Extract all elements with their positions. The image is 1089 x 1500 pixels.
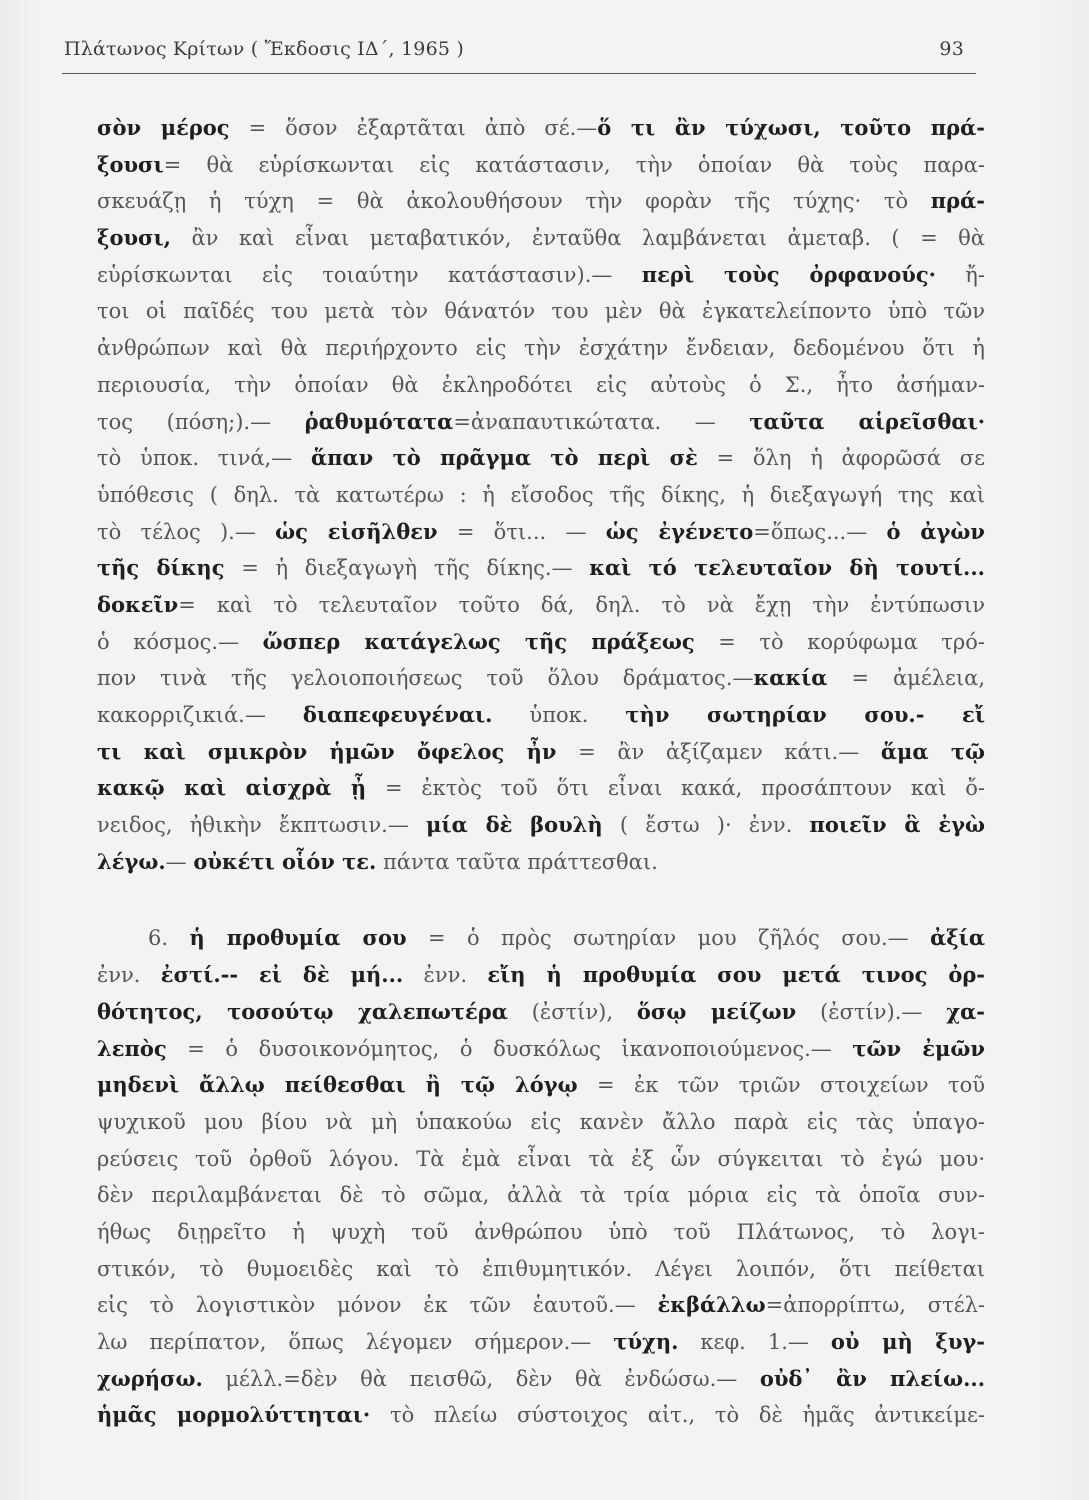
gloss-text: ἀνθρώπων καὶ θὰ περιήρχοντο εἰς τὴν ἐσχάτην ἔνδειαν, δεδομένου ὅτι ἡ xyxy=(97,336,985,361)
gloss-text: στικόν, τὸ θυμοειδὲς καὶ τὸ ἐπιθυμητικόν. Λέγει λοιπόν, ὅτι πείθεται xyxy=(97,1256,985,1281)
lemma-text: τῆς δίκης xyxy=(97,555,225,581)
text-line xyxy=(97,477,985,514)
gloss-text: κεφ. 1.— xyxy=(678,1330,831,1354)
lemma-text: χωρήσω. xyxy=(97,1365,203,1391)
text-line xyxy=(97,147,985,184)
text-line xyxy=(97,1177,985,1214)
gloss-text: νειδος, ἠθικὴν ἔκπτωσιν.— xyxy=(97,813,427,838)
text-line xyxy=(97,994,985,1031)
gloss-text: λω περίπατον, ὅπως λέγομεν σήμερον.— xyxy=(97,1330,614,1354)
gloss-text: ὁ κόσμος.— xyxy=(97,629,263,654)
gloss-text: = ἐκτὸς τοῦ ὅτι εἶναι κακά, προσάπτουν καὶ ὄ- xyxy=(366,776,985,801)
text-line xyxy=(97,257,985,294)
gloss-text: = καὶ τὸ τελευταῖον τοῦτο δά, δηλ. τὸ νὰ ἔχῃ τὴν ἐντύπωσιν xyxy=(178,592,985,617)
gloss-text: = ἡ διεξαγωγὴ τῆς δίκης.— xyxy=(224,556,590,581)
gloss-text: = θὰ εὑρίσκωνται εἰς κατάστασιν, τὴν ὁποίαν θὰ τοὺς παρα- xyxy=(163,152,985,177)
gloss-text: = ἂν ἀξίζαμεν κάτι.— xyxy=(556,739,881,764)
gloss-text: τοι οἱ παῖδές του μετὰ τὸν θάνατόν του μὲν θὰ ἐγκατελείποντο ὑπὸ τῶν xyxy=(97,299,985,324)
text-line xyxy=(97,1141,985,1178)
text-line xyxy=(97,697,985,734)
gloss-text: τος (πόση;).— xyxy=(97,409,305,434)
lemma-text: ὁ ἀγὼν xyxy=(886,518,985,544)
lemma-text: εἴη ἡ προθυμία σου μετά τινος ὀρ- xyxy=(487,962,985,988)
gloss-text: ψυχικοῦ μου βίου νὰ μὴ ὑπακούω εἰς κανὲν ἄλλο παρὰ εἰς τὰς ὑπαγο- xyxy=(97,1109,985,1134)
text-line xyxy=(97,1251,985,1288)
gloss-text: ἂν καὶ εἶναι μεταβατικόν, ἐνταῦθα λαμβάνεται ἀμεταβ. ( = θὰ xyxy=(170,226,985,251)
gloss-text: ἐνν. xyxy=(403,963,488,988)
lemma-text: ὅσῳ μείζων xyxy=(636,998,797,1024)
gloss-text: ήθως διῃρεῖτο ἡ ψυχὴ τοῦ ἀνθρώπου ὑπὸ τοῦ Πλάτωνος, τὸ λογι- xyxy=(97,1219,985,1244)
gloss-text: δὲν περιλαμβάνεται δὲ τὸ σῶμα, ἀλλὰ τὰ τρία μόρια εἰς τὰ ὁποῖα συν- xyxy=(97,1183,985,1208)
lemma-text: χα- xyxy=(946,998,985,1024)
gloss-text: σκευάζῃ ἡ τύχη = θὰ ἀκολουθήσουν τὴν φορὰν τῆς τύχης· τὸ xyxy=(97,189,931,214)
lemma-text: οὐδ᾽ ἂν πλείω... xyxy=(759,1365,985,1391)
gloss-text: =ἀναπαυτικώτατα. — xyxy=(453,409,750,434)
gloss-text: ἤ- xyxy=(935,262,985,287)
text-line xyxy=(97,1067,985,1104)
text-line xyxy=(97,1397,985,1434)
text-line xyxy=(97,1287,985,1324)
header-rule xyxy=(62,73,976,74)
lemma-text: ποιεῖν ἃ ἐγὼ xyxy=(809,812,985,838)
gloss-text: ρεύσεις τοῦ ὀρθοῦ λόγου. Τὰ ἐμὰ εἶναι τὰ ἐξ ὧν σύγκειται τὸ ἐγώ μου· xyxy=(97,1146,985,1171)
lemma-text: σὸν μέρος xyxy=(97,115,230,140)
text-line xyxy=(97,550,985,587)
lemma-text: ταῦτα αἱρεῖσθαι· xyxy=(749,408,985,434)
text-line xyxy=(97,330,985,367)
gloss-text: τὸ ὑποκ. τινά,— xyxy=(97,446,311,471)
gloss-text: εἰς τὸ λογιστικὸν μόνον ἐκ τῶν ἑαυτοῦ.— xyxy=(97,1293,658,1318)
text-line xyxy=(97,770,985,807)
gloss-text: ὑπόθεσις ( δηλ. τὰ κατωτέρω : ἡ εἴσοδος τῆς δίκης, ἡ διεξαγωγή της καὶ xyxy=(97,482,985,507)
commentary-body xyxy=(97,110,985,1434)
gloss-text: 6. xyxy=(148,926,190,951)
lemma-text: ἀξία xyxy=(930,925,985,951)
lemma-text: περὶ τοὺς ὀρφανούς· xyxy=(641,261,936,287)
lemma-text: οὐ μὴ ξυγ- xyxy=(830,1329,985,1354)
lemma-text: κακῷ καὶ αἰσχρὰ ᾖ xyxy=(97,775,367,801)
gloss-text: ὑποκ. xyxy=(492,703,626,727)
gloss-text: = ὁ δυσοικονόμητος, ὁ δυσκόλως ἱκανοποιούμενος.— xyxy=(166,1036,853,1061)
lemma-text: ὅ τι ἂν τύχωσι, τοῦτο πρά- xyxy=(597,115,985,140)
gloss-text: = ἀμέλεια, xyxy=(827,666,985,691)
text-line xyxy=(97,110,985,147)
gloss-text: μέλλ.=δὲν θὰ πεισθῶ, δὲν θὰ ἐνδώσω.— xyxy=(202,1366,760,1391)
lemma-text: ὡς εἰσῆλθεν xyxy=(275,518,438,544)
running-header xyxy=(64,38,964,68)
lemma-text: ὡς ἐγένετο xyxy=(605,518,754,544)
text-line xyxy=(97,440,985,477)
lemma-text: ἅμα τῷ xyxy=(880,738,985,764)
gloss-text: ( ἔστω )· ἐνν. xyxy=(602,813,810,838)
lemma-text: τι καὶ σμικρὸν ἡμῶν ὄφελος ἦν xyxy=(97,738,557,764)
text-line xyxy=(97,404,985,441)
text-line xyxy=(97,183,985,220)
lemma-text: ἐκβάλλω xyxy=(657,1292,766,1318)
text-line xyxy=(97,624,985,661)
text-line xyxy=(97,1214,985,1251)
gloss-text: — xyxy=(165,849,194,874)
text-line xyxy=(97,587,985,624)
text-line xyxy=(97,1104,985,1141)
gloss-text: = ἐκ τῶν τριῶν στοιχείων τοῦ xyxy=(577,1073,985,1098)
paragraph xyxy=(97,110,985,880)
gloss-text: περιουσία, τὴν ὁποίαν θὰ ἐκληροδότει εἰς αὐτοὺς ὁ Σ., ἦτο ἀσήμαν- xyxy=(97,372,985,397)
gloss-text: = ὁ πρὸς σωτηρίαν μου ζῆλός σου.— xyxy=(406,926,931,951)
text-line xyxy=(97,220,985,257)
lemma-text: ἐστί.-- εἰ δὲ μή... xyxy=(160,962,404,988)
text-line xyxy=(97,920,985,957)
lemma-text: ἡ προθυμία σου xyxy=(189,925,407,951)
lemma-text: ἡμᾶς μορμολύττηται· xyxy=(97,1402,371,1428)
gloss-text: (ἐστίν).— xyxy=(796,999,947,1024)
lemma-text: οὐκέτι οἷόν τε. xyxy=(193,848,377,874)
lemma-text: κακία xyxy=(753,665,828,691)
running-title: Πλάτωνος Κρίτων ( Ἔκδοσις ΙΔ΄, 1965 ) xyxy=(64,38,464,60)
gloss-text: = ὅλη ἡ ἀφορῶσά σε xyxy=(697,446,985,471)
lemma-text: τύχη. xyxy=(613,1329,679,1354)
lemma-text: ἅπαν τὸ πρᾶγμα τὸ περὶ σὲ xyxy=(310,445,698,471)
lemma-text: θότητος, τοσούτῳ χαλεπωτέρα xyxy=(97,998,508,1024)
text-line xyxy=(97,844,985,881)
text-line xyxy=(97,367,985,404)
lemma-text: λεπὸς xyxy=(97,1035,167,1061)
gloss-text: (ἐστίν), xyxy=(507,999,637,1024)
lemma-text: τῶν ἐμῶν xyxy=(852,1035,985,1061)
gloss-text: =ἀπορρίπτω, στέλ- xyxy=(765,1293,985,1318)
text-line xyxy=(97,514,985,551)
gloss-text: κακορριζικιά.— xyxy=(97,703,303,727)
paragraph xyxy=(97,920,985,1434)
text-line xyxy=(97,293,985,330)
gloss-text: = ὅσον ἐξαρτᾶται ἀπὸ σέ.— xyxy=(229,116,598,140)
text-line xyxy=(97,807,985,844)
gloss-text: πον τινὰ τῆς γελοιοποιήσεως τοῦ ὅλου δράματος.— xyxy=(97,666,754,691)
lemma-text: ῥαθυμότατα xyxy=(304,408,454,434)
gloss-text: = τὸ κορύφωμα τρό- xyxy=(694,629,985,654)
gloss-text: τὸ πλείω σύστοιχος αἰτ., τὸ δὲ ἡμᾶς ἀντικείμε- xyxy=(370,1403,985,1428)
lemma-text: δοκεῖν xyxy=(97,591,179,617)
lemma-text: πρά- xyxy=(930,188,985,214)
lemma-text: μία δὲ βουλὴ xyxy=(426,812,603,838)
lemma-text: ξουσι xyxy=(97,151,164,177)
gloss-text: =ὅπως...— xyxy=(753,519,887,544)
gloss-text: τὸ τέλος ).— xyxy=(97,519,276,544)
text-line xyxy=(97,1324,985,1361)
lemma-text: ὥσπερ κατάγελως τῆς πράξεως xyxy=(262,628,695,654)
lemma-text: καὶ τό τελευταῖον δὴ τουτί... xyxy=(589,555,985,581)
lemma-text: ξουσι, xyxy=(97,225,171,251)
text-line xyxy=(97,957,985,994)
gloss-text: εὑρίσκωνται εἰς τοιαύτην κατάστασιν).— xyxy=(97,262,642,287)
lemma-text: λέγω. xyxy=(97,848,166,874)
text-line xyxy=(97,1361,985,1398)
gloss-text: = ὅτι... — xyxy=(437,519,606,544)
page-number: 93 xyxy=(939,38,964,60)
text-line xyxy=(97,660,985,697)
text-line xyxy=(97,1031,985,1068)
gloss-text: ἐνν. xyxy=(97,963,161,988)
lemma-text: τὴν σωτηρίαν σου.- εἴ xyxy=(625,702,985,727)
gloss-text: πάντα ταῦτα πράττεσθαι. xyxy=(376,849,658,874)
lemma-text: μηδενὶ ἄλλῳ πείθεσθαι ἢ τῷ λόγῳ xyxy=(97,1072,578,1098)
lemma-text: διαπεφευγέναι. xyxy=(302,702,493,727)
text-line xyxy=(97,734,985,771)
